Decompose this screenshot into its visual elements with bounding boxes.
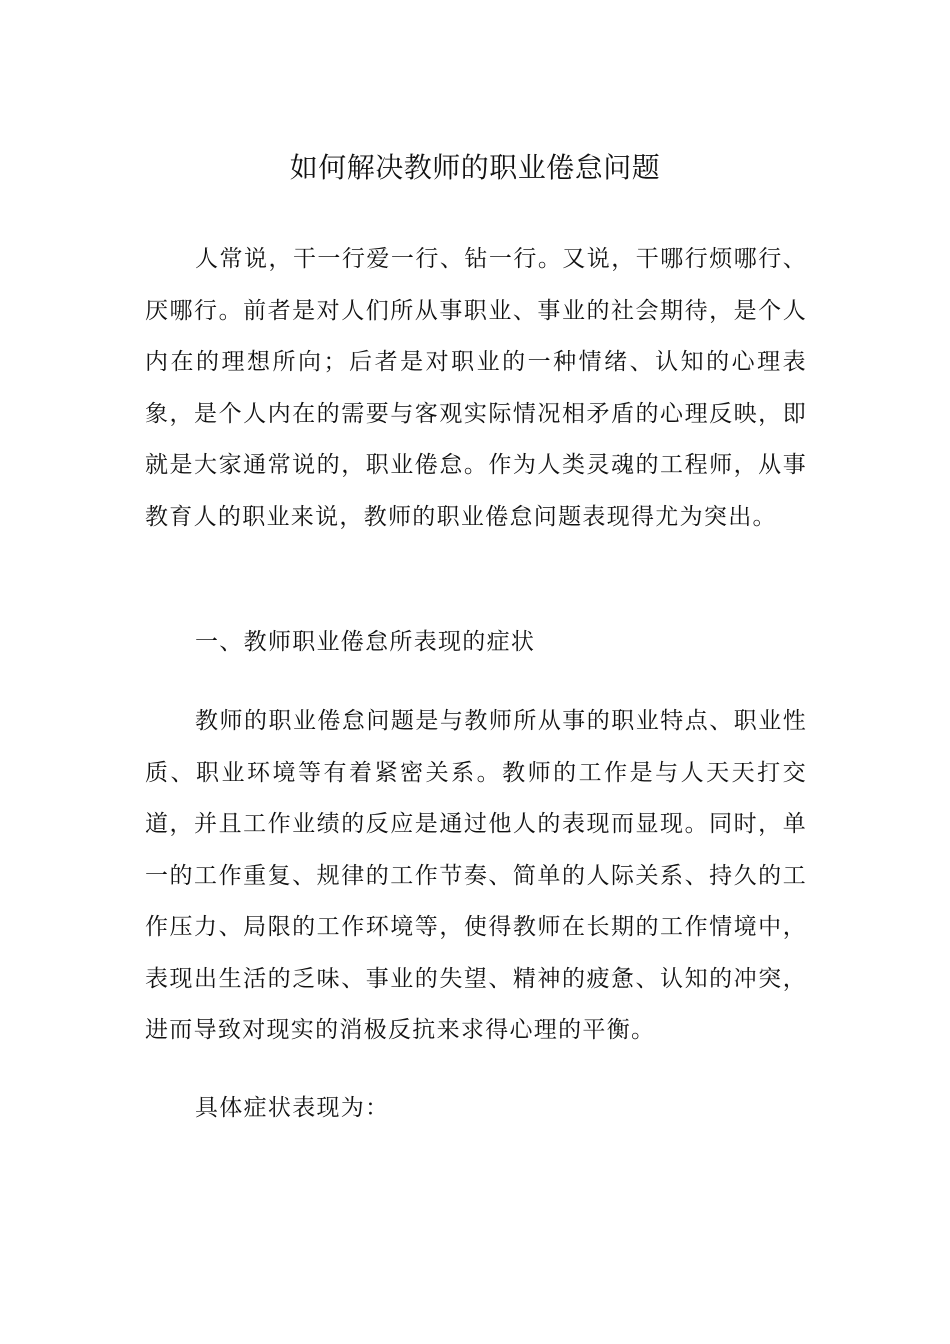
section-heading: 一、教师职业倦怠所表现的症状 xyxy=(195,629,536,655)
intro-paragraph: 人常说，干一行爱一行、钻一行。又说，干哪行烦哪行、厌哪行。前者是对人们所从事职业、事业的社会期待，是个人内在的理想所向；后者是对职业的一种情绪、认知的心理表象，是个人内在的需要与客观实际情况相矛盾的心理反映，即就是大家通常说的，职业倦怠。作为人类灵魂的工程师，从事教育人的职业来说，教师的职业倦怠问题表现得尤为突出。 xyxy=(145,246,807,530)
body-paragraph: 教师的职业倦怠问题是与教师所从事的职业特点、职业性质、职业环境等有着紧密关系。教师的工作是与人天天打交道，并且工作业绩的反应是通过他人的表现而显现。同时，单一的工作重复、规律的工作节奏、简单的人际关系、持久的工作压力、局限的工作环境等，使得教师在长期的工作情境中，表现出生活的乏味、事业的失望、精神的疲惫、认知的冲突，进而导致对现实的消极反抗来求得心理的平衡。 xyxy=(145,708,807,1043)
symptoms-intro-paragraph: 具体症状表现为： xyxy=(195,1095,390,1121)
document-title: 如何解决教师的职业倦怠问题 xyxy=(289,151,661,184)
